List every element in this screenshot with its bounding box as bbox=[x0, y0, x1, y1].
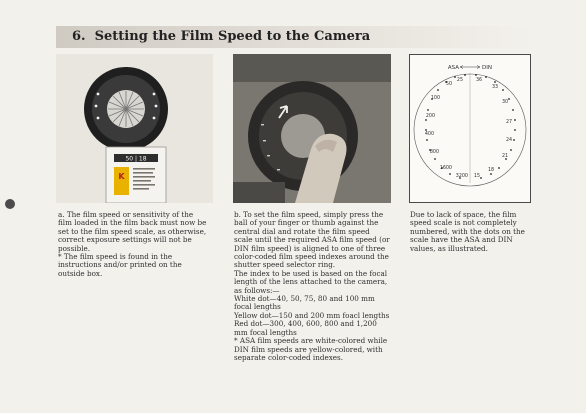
lens-barrel bbox=[233, 182, 285, 203]
column-a-note: * The film speed is found in the instructions and/or printed on the outside box. bbox=[58, 252, 182, 278]
din-label: 24 bbox=[506, 138, 513, 143]
din-label: 27 bbox=[506, 120, 513, 125]
din-header: DIN bbox=[482, 65, 492, 71]
film-box-label: 50 | 18 bbox=[125, 155, 147, 163]
column-b-note: * ASA film speeds are white-colored while DIN film speeds are yellow-colored, with separate color-coded indexes. bbox=[234, 336, 388, 362]
asa-label: 200 bbox=[425, 114, 435, 119]
margin-tab-mark bbox=[5, 199, 15, 209]
yellow-dot-line: Yellow dot—150 and 200 mm foacl lengths bbox=[234, 310, 390, 320]
column-c-paragraph: Due to lack of space, the film speed scale is not completely numbered, with the dots on the scale have the ASA and DIN values, as illustrated. bbox=[410, 210, 525, 253]
page-title bbox=[72, 29, 370, 44]
finger-photo-illustration bbox=[233, 54, 391, 203]
film-box-brand-mark: K bbox=[118, 172, 125, 181]
dial-center-ridges bbox=[108, 91, 144, 127]
din-label: 21 bbox=[502, 154, 509, 159]
film-speed-scale-diagram bbox=[410, 55, 530, 202]
asa-label: 800 bbox=[429, 150, 439, 155]
column-b-paragraph: The index to be used is based on the focal length of the lens attached to the camera, as follows:— bbox=[234, 268, 388, 295]
column-a-text bbox=[58, 211, 208, 278]
section-title: Setting the Film Speed to the Camera bbox=[94, 29, 371, 44]
din-label: 36 bbox=[476, 78, 483, 83]
asa-header: ASA bbox=[447, 65, 459, 71]
asa-label: 100 bbox=[430, 96, 440, 101]
asa-label: 50 bbox=[445, 82, 452, 87]
column-b-text bbox=[234, 211, 390, 362]
red-dot-line: Red dot—300, 400, 600, 800 and 1,200 mm focal lengths bbox=[234, 319, 377, 337]
din-label: 18 bbox=[488, 168, 495, 173]
dial-illustration bbox=[56, 54, 213, 203]
asa-label: 25 bbox=[456, 78, 463, 83]
column-c-text bbox=[410, 211, 534, 253]
asa-label: 1600 bbox=[439, 166, 452, 171]
column-b-paragraph: b. To set the film speed, simply press the ball of your finger or thumb against the central dial and rotate the film speed scale until the required ASA film speed (or DIN film speed) is aligned to one of three color-coded film speed indexes around the shutter speed selector ring. bbox=[234, 210, 390, 270]
din-label: 33 bbox=[492, 85, 499, 90]
asa-label: 3200 bbox=[455, 174, 468, 179]
figure-finger-rotating-dial bbox=[233, 54, 391, 203]
din-label: 15 bbox=[474, 174, 481, 179]
din-labels bbox=[474, 77, 512, 179]
camera-top bbox=[233, 54, 391, 82]
white-dot-line: White dot—40, 50, 75, 80 and 100 mm focal lengths bbox=[234, 294, 375, 312]
figure-film-speed-scale bbox=[409, 54, 531, 203]
asa-label: 400 bbox=[424, 132, 434, 137]
din-label: 30 bbox=[502, 100, 509, 105]
asa-labels bbox=[425, 77, 468, 179]
asa-din-arrow-icon bbox=[460, 66, 480, 69]
section-number: 6. bbox=[72, 29, 86, 44]
column-a-paragraph: a. The film speed or sensitivity of the film loaded in the film back must now be set to the film speed scale, as otherwise, correct exposure settings will not be possible. bbox=[58, 210, 207, 253]
figure-film-speed-dial-and-box bbox=[56, 54, 213, 203]
